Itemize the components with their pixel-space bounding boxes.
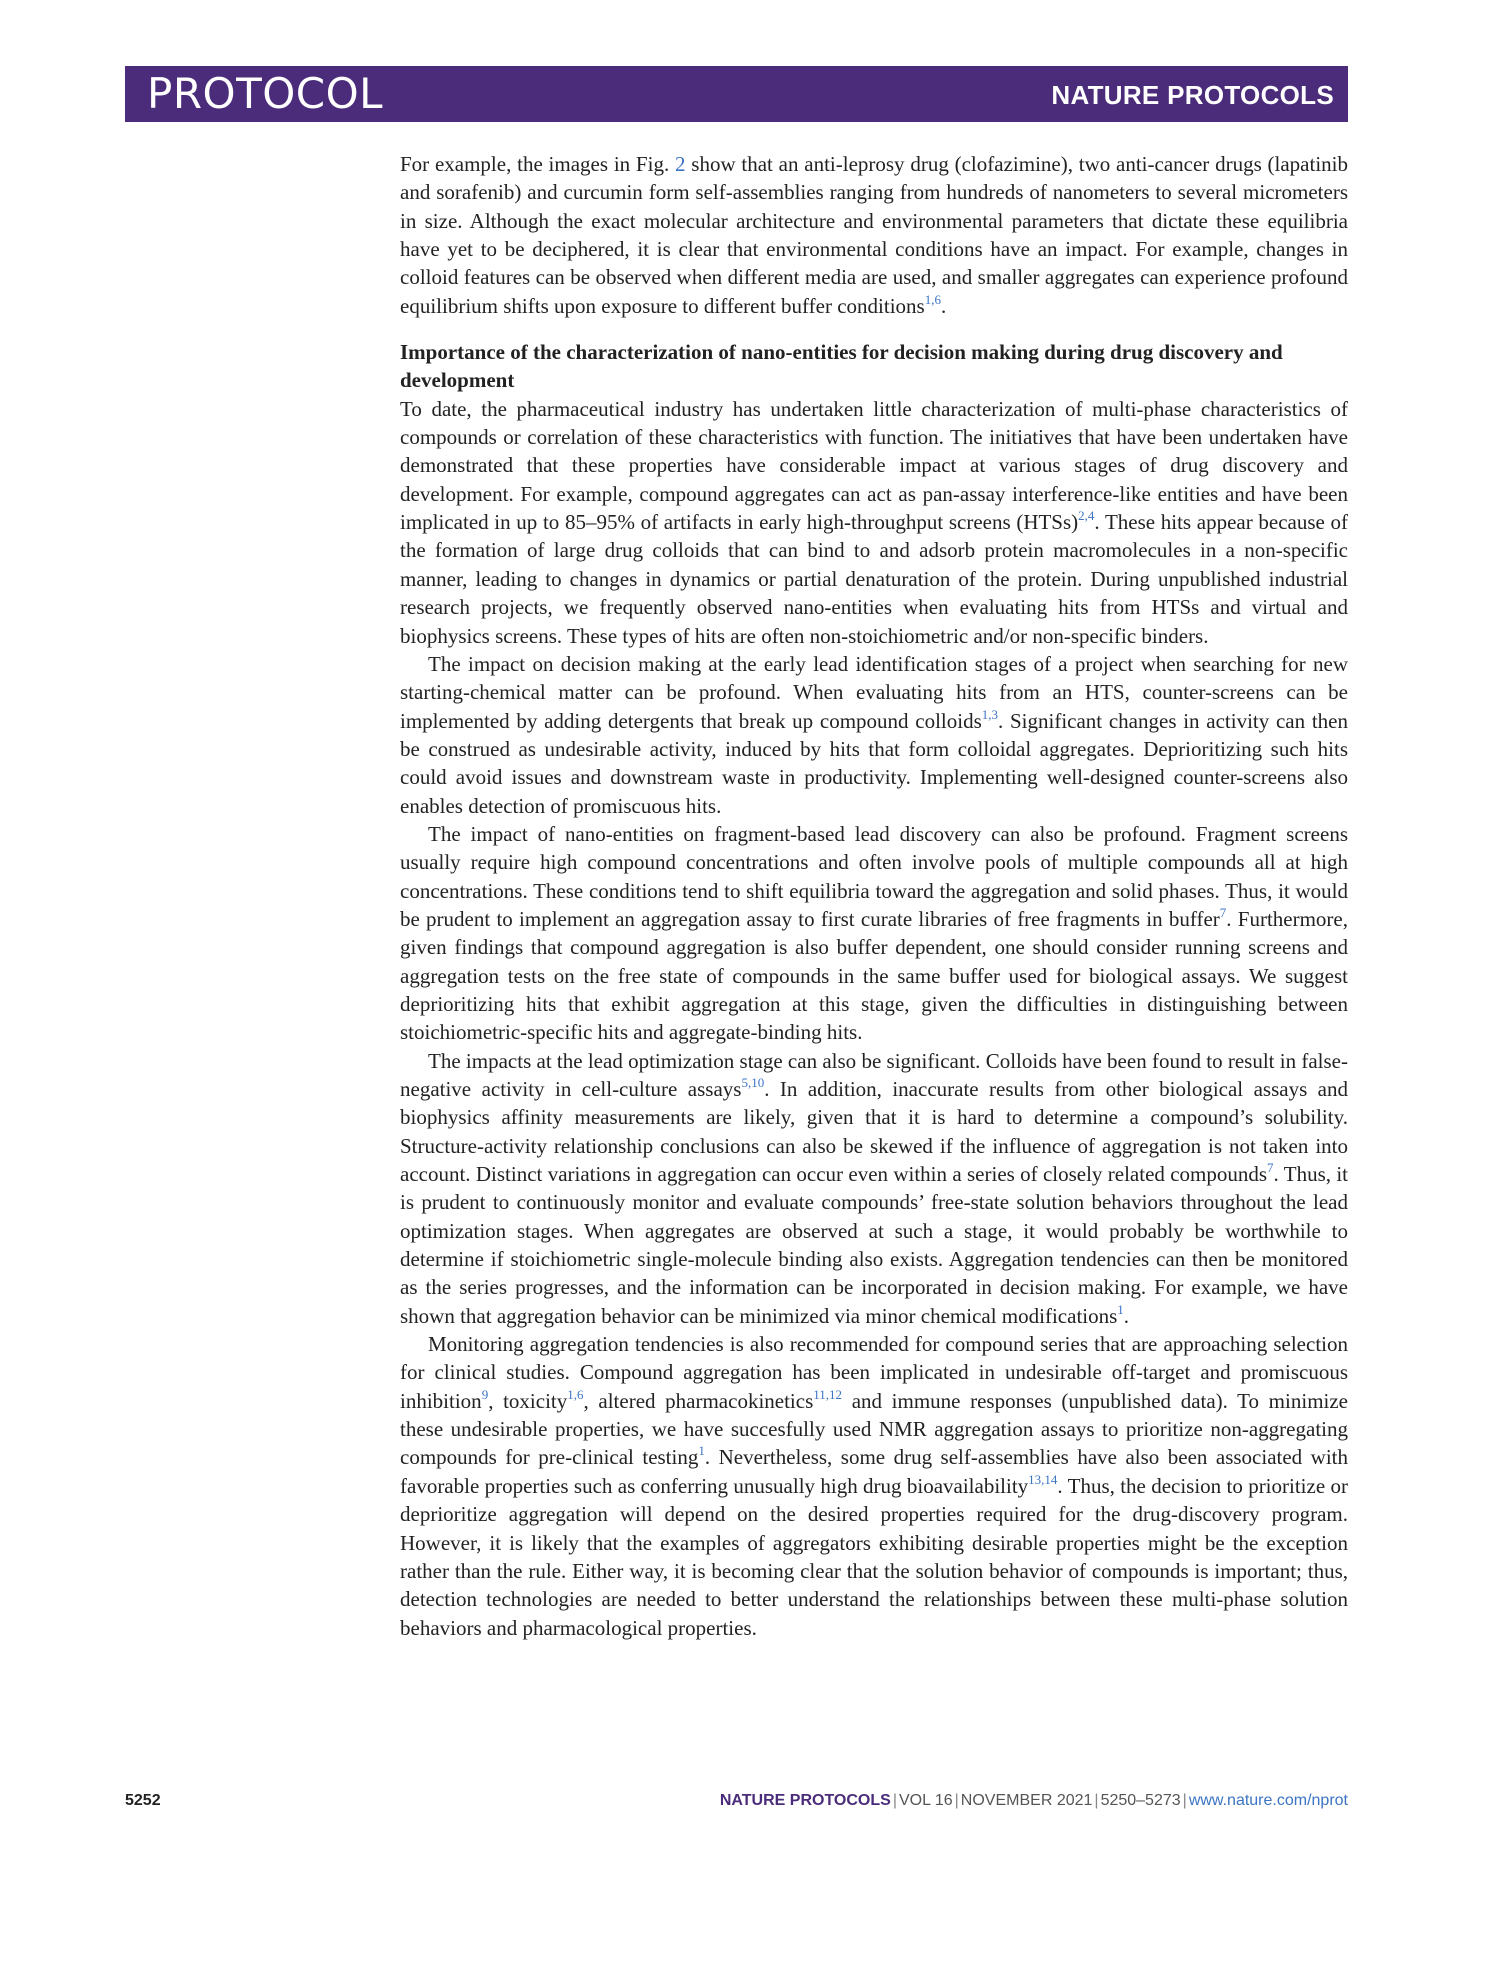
- reference-link[interactable]: 7: [1219, 904, 1227, 920]
- citation-refs: [1028, 1472, 1057, 1487]
- separator: |: [954, 1792, 959, 1809]
- journal-citation: [720, 1792, 1348, 1810]
- footer-journal-name: NATURE PROTOCOLS: [719, 1792, 891, 1809]
- paragraph-1: [400, 395, 1348, 650]
- article-body: [400, 150, 1348, 1642]
- reference-link[interactable]: 11: [813, 1386, 826, 1402]
- ref-separator: ,: [931, 291, 935, 307]
- issue-date: NOVEMBER 2021: [960, 1792, 1093, 1809]
- text-span: . Nevertheless, some drug self-assemblies have also been associated with favorable properties such as conferring unusually high drug bioavailability: [400, 1445, 1348, 1498]
- reference-link[interactable]: 9: [481, 1386, 489, 1402]
- citation-refs: [1078, 508, 1094, 523]
- paragraph-intro: [400, 150, 1348, 320]
- text-span: .: [1123, 1303, 1130, 1328]
- paragraph-5: [400, 1330, 1348, 1642]
- text-span: The impacts at the lead optimization stage can also be significant. Colloids have been found to result in false-negative activity in cell-culture assays: [400, 1048, 1348, 1101]
- reference-link[interactable]: 13: [1028, 1471, 1042, 1487]
- text-span: , toxicity: [488, 1388, 568, 1413]
- page-number: 5252: [125, 1792, 161, 1809]
- citation-refs: [567, 1387, 583, 1402]
- text-span: For example, the images in Fig.: [400, 152, 675, 176]
- paragraph-2: [400, 650, 1348, 820]
- journal-url-link[interactable]: www.nature.com/nprot: [1188, 1792, 1348, 1809]
- reference-link[interactable]: 1: [981, 706, 989, 722]
- reference-link[interactable]: 1: [1117, 1301, 1124, 1317]
- text-span: and immune responses (unpublished data). To minimize these undesirable properties, we have succesfully used NMR aggregation assays to prioritize non-aggregating compounds for pre-clinical testing: [400, 1388, 1348, 1470]
- reference-link[interactable]: 1: [924, 291, 932, 307]
- text-span: . Furthermore, given findings that compound aggregation is also buffer dependent, one should consider running screens and aggregation tests on the free state of compounds in the same buffer used for biological assays. We suggest deprioritizing hits that exhibit aggregation at this stage, given the difficulties in distinguishing between stoichiometric-specific hits and aggregate-binding hits.: [400, 906, 1348, 1045]
- section-label: PROTOCOL: [147, 69, 384, 118]
- text-span: .: [940, 293, 947, 318]
- section-heading: Importance of the characterization of nano-entities for decision making during drug discovery and development: [400, 340, 1283, 393]
- reference-link[interactable]: 1: [567, 1386, 574, 1402]
- text-span: . In addition, inaccurate results from other biological assays and biophysics affinity measurements are likely, given that it is hard to determine a compound’s solubility. Structure-activity relationship conclusions can also be skewed if the influence of aggregation is not taken into account. Distinct variations in aggregation can occur even within a series of closely related compounds: [400, 1077, 1348, 1187]
- page-range: 5250–5273: [1100, 1792, 1181, 1809]
- reference-link[interactable]: 10: [751, 1075, 765, 1090]
- text-span: Monitoring aggregation tendencies is also recommended for compound series that are approaching selection for clinical studies. Compound aggregation has been implicated in undesirable off-target and promiscuous inhibition: [400, 1332, 1348, 1413]
- figure-link[interactable]: 2: [674, 152, 686, 176]
- text-span: The impact on decision making at the early lead identification stages of a project when searching for new starting-chemical matter can be profound. When evaluating hits from an HTS, counter-screens can be implemented by adding detergents that break up compound colloids: [400, 651, 1348, 733]
- ref-separator: ,: [825, 1386, 830, 1402]
- paragraph-4: [400, 1047, 1348, 1330]
- ref-separator: ,: [988, 706, 992, 722]
- ref-separator: ,: [1084, 508, 1088, 524]
- page-footer: [125, 1792, 1348, 1816]
- separator: |: [1182, 1792, 1187, 1809]
- paragraph-3: [400, 820, 1348, 1047]
- reference-link[interactable]: 4: [1087, 508, 1095, 524]
- reference-link[interactable]: 5: [741, 1075, 748, 1090]
- journal-header-bar: [125, 66, 1348, 122]
- reference-link[interactable]: 2: [1078, 508, 1085, 524]
- ref-separator: ,: [573, 1386, 577, 1402]
- reference-link[interactable]: 6: [577, 1386, 584, 1402]
- citation-refs: [813, 1387, 842, 1402]
- text-span: . Thus, the decision to prioritize or deprioritize aggregation will depend on the desired properties required for the drug-discovery program. However, it is likely that the examples of aggregators exhibiting desirable properties might be the exception rather than the rule. Either way, it is becoming clear that the solution behavior of compounds is important; thus, detection technologies are needed to better understand the relationships between these multi-phase solution behaviors and pharmacological properties.: [400, 1473, 1348, 1640]
- text-span: . Thus, it is prudent to continuously monitor and evaluate compounds’ free-state solution behaviors throughout the lead optimization stages. When aggregates are observed at such a stage, it would probably be worthwhile to determine if stoichiometric single-molecule binding also exists. Aggregation tendencies can then be monitored as the series progresses, and the information can be incorporated in decision making. For example, we have shown that aggregation behavior can be minimized via minor chemical modifications: [400, 1162, 1348, 1328]
- text-span: The impact of nano-entities on fragment-based lead discovery can also be profound. Fragment screens usually require high compound concentrations and often involve pools of multiple compounds all at high concentrations. These conditions tend to shift equilibria toward the aggregation and solid phases. Thus, it would be prudent to implement an aggregation assay to first curate libraries of free fragments in buffer: [400, 821, 1348, 931]
- text-span: To date, the pharmaceutical industry has undertaken little characterization of multi-phase characteristics of compounds or correlation of these characteristics with function. The initiatives that have been undertaken have demonstrated that these properties have considerable impact at various stages of drug discovery and development. For example, compound aggregates can act as pan-assay interference-like entities and have been implicated in up to 85–95% of artifacts in early high-throughput screens (HTSs): [400, 396, 1348, 535]
- reference-link[interactable]: 3: [991, 706, 999, 722]
- volume: VOL 16: [898, 1792, 953, 1809]
- journal-name: NATURE PROTOCOLS: [1051, 80, 1334, 110]
- reference-link[interactable]: 14: [1044, 1471, 1058, 1487]
- text-span: . These hits appear because of the formation of large drug colloids that can bind to and adsorb protein macromolecules in a non-specific manner, leading to changes in dynamics or partial denaturation of the protein. During unpublished industrial research projects, we frequently observed nano-entities when evaluating hits from HTSs and virtual and biophysics screens. These types of hits are often non-stoichiometric and/or non-specific binders.: [400, 510, 1348, 648]
- reference-link[interactable]: 12: [829, 1386, 843, 1402]
- separator: |: [1094, 1792, 1099, 1809]
- text-span: . Significant changes in activity can then be construed as undesirable activity, induced by hits that form colloidal aggregates. Deprioritizing such hits could avoid issues and downstream waste in productivity. Implementing well-designed counter-screens also enables detection of promiscuous hits.: [400, 708, 1348, 818]
- text-span: , altered pharmacokinetics: [583, 1388, 814, 1413]
- separator: |: [892, 1792, 897, 1809]
- ref-separator: ,: [747, 1075, 752, 1090]
- citation-refs: [925, 292, 941, 307]
- reference-link[interactable]: 6: [934, 291, 941, 307]
- ref-separator: ,: [1041, 1471, 1045, 1487]
- citation-refs: [982, 707, 998, 722]
- citation-refs: [741, 1075, 764, 1090]
- reference-link[interactable]: 1: [698, 1443, 705, 1459]
- text-span: show that an anti-leprosy drug (clofazimine), two anti-cancer drugs (lapatinib and sorafenib) and curcumin form self-assemblies ranging from hundreds of nanometers to several micrometers in size. Although the exact molecular architecture and environmental parameters that dictate these equilibria have yet to be deciphered, it is clear that environmental conditions have an impact. For example, changes in colloid features can be observed when different media are used, and smaller aggregates can experience profound equilibrium shifts upon exposure to different buffer conditions: [400, 152, 1348, 318]
- reference-link[interactable]: 7: [1267, 1160, 1274, 1176]
